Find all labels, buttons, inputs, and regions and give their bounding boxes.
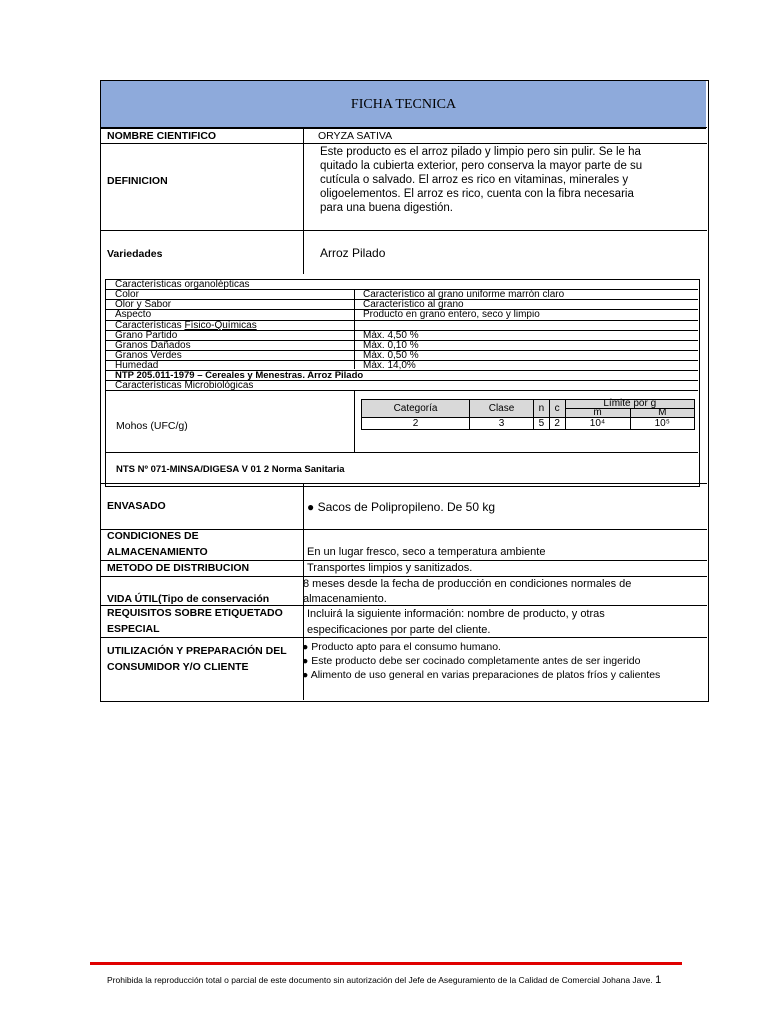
micro-th: c <box>549 400 565 418</box>
column-divider <box>303 127 304 274</box>
bullet-icon: ● <box>302 669 311 681</box>
envasado-label: ENVASADO <box>107 500 166 512</box>
nombre-label: NOMBRE CIENTIFICO <box>107 130 217 142</box>
utilizacion-bullet <box>302 641 501 654</box>
condiciones-label-1: CONDICIONES DE <box>107 530 199 542</box>
inner-line <box>105 390 698 391</box>
requisitos-value-1: Incluirá la siguiente información: nombre de producto, y otras <box>307 608 605 620</box>
utilizacion-bullet-text: Este producto debe ser cocinado completamente antes de ser ingerido <box>311 655 641 667</box>
vida-value-1: 8 meses desde la fecha de producción en condiciones normales de <box>303 578 632 590</box>
row-divider <box>100 230 707 231</box>
envasado-value <box>307 500 495 514</box>
micro-td: 5 <box>533 418 549 430</box>
footer <box>107 974 661 986</box>
definicion-label: DEFINICION <box>107 175 168 187</box>
condiciones-label-2: ALMACENAMIENTO <box>107 546 208 558</box>
organo-key: Color <box>115 289 139 300</box>
requisitos-value-2: especificaciones por parte del cliente. <box>307 624 491 636</box>
micro-th-limite: Límite por g <box>565 400 694 409</box>
inner-column-divider <box>354 289 355 369</box>
utilizacion-label-2: CONSUMIDOR Y/O CLIENTE <box>107 661 249 673</box>
organo-key: Aspecto <box>115 309 152 320</box>
micro-th: n <box>533 400 549 418</box>
mohos-label: Mohos (UFC/g) <box>116 420 188 432</box>
micro-td: 2 <box>549 418 565 430</box>
definicion-line: cutícula o salvado. El arroz es rico en vitaminas, minerales y <box>320 174 629 186</box>
micro-td: 2 <box>362 418 470 430</box>
organo-header: Características organolépticas <box>115 279 250 290</box>
definicion-line: Este producto es el arroz pilado y limpio pero sin pulir. Se le ha <box>320 146 641 158</box>
row-divider <box>100 637 707 638</box>
requisitos-label-1: REQUISITOS SOBRE ETIQUETADO <box>107 607 283 619</box>
fq-value: Máx. 4,50 % <box>363 330 419 341</box>
fq-key: Humedad <box>115 360 159 371</box>
definicion-line: quitado la cubierta exterior, pero conserva la mayor parte de su <box>320 160 643 172</box>
footer-text: Prohibida la reproducción total o parcial de este documento sin autorización del Jefe de Aseguramiento de la Calidad de Comercial Johana Jave. <box>107 975 653 985</box>
micro-header: Características Microbiológicas <box>115 380 254 391</box>
vida-label: VIDA ÚTIL(Tipo de conservación <box>107 593 270 605</box>
page-number: 1 <box>655 974 662 986</box>
micro-table <box>361 399 695 430</box>
organo-value: Característico al grano <box>363 299 464 310</box>
envasado-text: Sacos de Polipropileno. De 50 kg <box>317 500 496 514</box>
fq-key: Grano Partido <box>115 330 178 341</box>
micro-th: Categoría <box>362 400 470 418</box>
sheet-title: FICHA TECNICA <box>101 81 706 129</box>
bullet-icon: ● <box>307 500 318 514</box>
nombre-value: ORYZA SATIVA <box>318 130 393 142</box>
micro-td-M: 10⁵ <box>630 418 695 430</box>
fq-key: Granos Dañados <box>115 340 191 351</box>
fq-value: Máx. 0,10 % <box>363 340 419 351</box>
fq-key: Granos Verdes <box>115 350 182 361</box>
utilizacion-bullet-text: Producto apto para el consumo humano. <box>311 641 501 653</box>
bullet-icon: ● <box>302 655 312 667</box>
nts-reference: NTS Nº 071-MINSA/DIGESA V 01 2 Norma Sanitaria <box>116 464 345 475</box>
vida-value-2: almacenamiento. <box>303 593 387 605</box>
micro-td-m: 10⁴ <box>565 418 630 430</box>
variedades-label: Variedades <box>107 248 163 260</box>
inner-row-divider <box>105 452 698 453</box>
utilizacion-bullet-text: Alimento de uso general en varias preparaciones de platos fríos y calientes <box>310 669 661 681</box>
metodo-label: METODO DE DISTRIBUCION <box>107 562 250 574</box>
micro-td: 3 <box>470 418 534 430</box>
metodo-value: Transportes limpios y sanitizados. <box>307 562 473 574</box>
bullet-icon: ● <box>302 641 312 653</box>
ntp-reference: NTP 205.011-1979 – Cereales y Menestras. Arroz Pilado <box>115 370 364 381</box>
requisitos-label-2: ESPECIAL <box>107 623 160 635</box>
fq-value: Máx. 14,0% <box>363 360 416 371</box>
definicion-line: oligoelementos. El arroz es rico, cuenta con la fibra necesaria <box>320 188 634 200</box>
footer-rule <box>90 962 682 965</box>
definicion-line: para una buena digestión. <box>320 202 453 214</box>
utilizacion-bullet <box>302 655 640 668</box>
variedades-value: Arroz Pilado <box>320 246 386 260</box>
fq-value: Máx. 0,50 % <box>363 350 419 361</box>
micro-th-M: M <box>630 409 695 418</box>
organo-key: Olor y Sabor <box>115 299 172 310</box>
micro-th-m: m <box>565 409 630 418</box>
fq-header-prefix: Características <box>115 320 185 331</box>
organo-value: Característico al grano uniforme marrón claro <box>363 289 565 300</box>
micro-th: Clase <box>470 400 534 418</box>
inner-column-divider <box>354 391 355 452</box>
condiciones-value: En un lugar fresco, seco a temperatura ambiente <box>307 546 546 558</box>
organo-value: Producto en grano entero, seco y limpio <box>363 309 540 320</box>
utilizacion-label-1: UTILIZACIÓN Y PREPARACIÓN DEL <box>107 645 287 657</box>
utilizacion-bullet <box>302 669 660 682</box>
fq-header-link: Físico-Químicas <box>184 320 257 331</box>
